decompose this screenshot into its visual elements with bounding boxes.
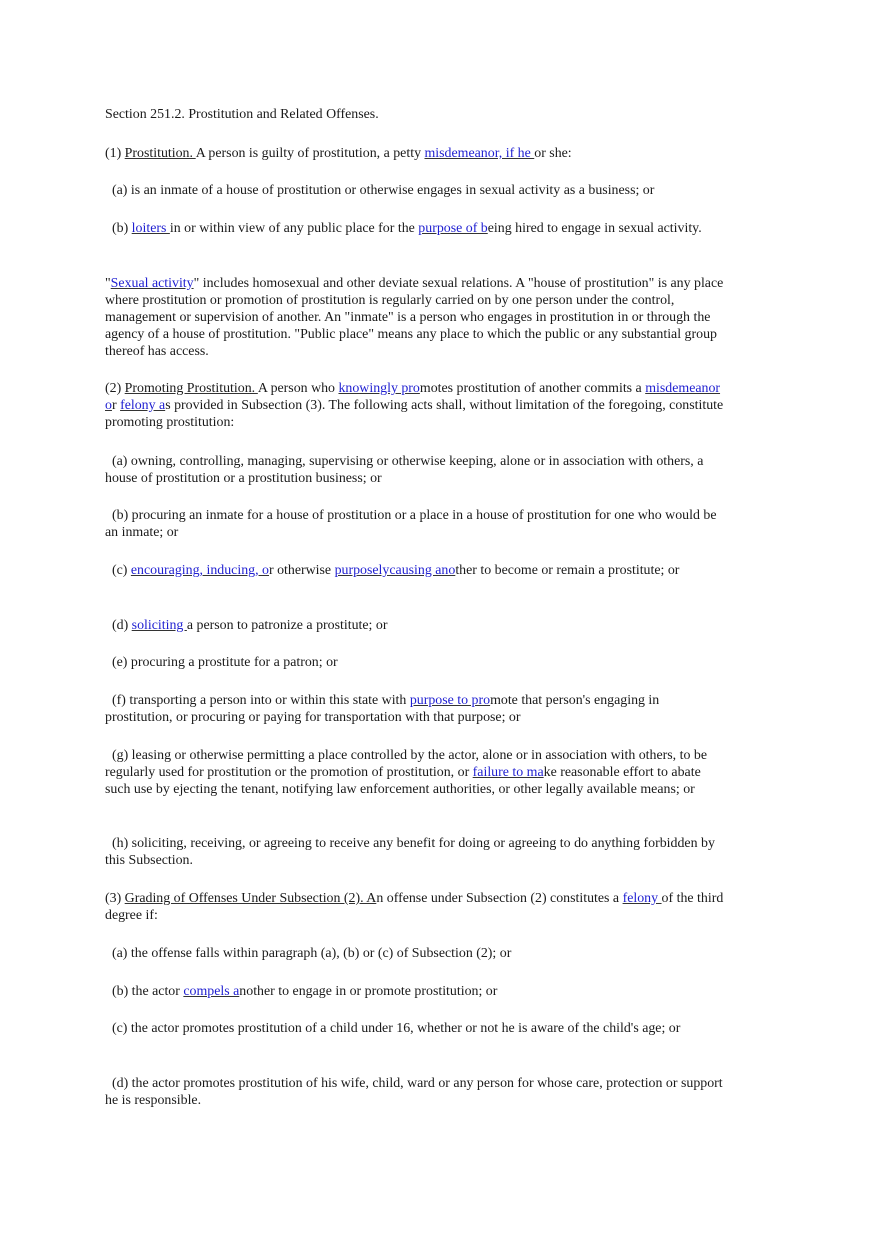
paragraph-2b: (b) procuring an inmate for a house of prostitution or a place in a house of prostitution for one who would be an inmate; or [105, 508, 717, 540]
paragraph-text: or she: [534, 146, 572, 161]
link-misdemeanor[interactable]: misdemeanor, if he [424, 146, 535, 161]
paragraph-lead: (3) [105, 891, 125, 906]
link-purposely-causing[interactable]: purposelycausing ano [334, 563, 456, 578]
paragraph-2f [105, 692, 730, 726]
paragraph-2h: (h) soliciting, receiving, or agreeing to receive any benefit for doing or agreeing to do anything forbidden by this Subsection. [105, 836, 715, 868]
link-felony-2[interactable]: felony [622, 891, 662, 906]
paragraph-text: ke reasonable effort to abate such use by ejecting the tenant, notifying law enforcement authorities, or other legally available means; or [105, 765, 701, 797]
paragraph-text: " includes homosexual and other deviate sexual relations. A "house of prostitution" is any place where prostitution or promotion of prostitution is regularly carried on by one person under the control, management or supervision of another. An "inmate" is a person who engages in prostitution in or through the agency of a house of prostitution. "Public place" means any place to which the public or any substantial group thereof has access. [105, 276, 724, 359]
link-purpose-to-promote[interactable]: purpose to pro [409, 693, 491, 708]
paragraph-text: A person is guilty of prostitution, a petty [195, 146, 425, 161]
paragraph-3d: (d) the actor promotes prostitution of his wife, child, ward or any person for whose care, protection or support he is responsible. [105, 1076, 723, 1108]
paragraph-text: s provided in Subsection (3). The following acts shall, without limitation of the foregoing, constitute promoting prostitution: [105, 398, 724, 430]
heading-prostitution: Prostitution. [124, 146, 196, 161]
paragraph-text: of the third degree if: [105, 891, 724, 923]
paragraph-3a: (a) the offense falls within paragraph (a), (b) or (c) of Subsection (2); or [112, 946, 512, 961]
paragraph-text: a person to patronize a prostitute; or [186, 618, 388, 633]
paragraph-text: ther to become or remain a prostitute; or [455, 563, 680, 578]
link-purpose[interactable]: purpose of b [418, 221, 488, 236]
paragraph-text: (b) [112, 221, 132, 236]
paragraph-2a: (a) owning, controlling, managing, supervising or otherwise keeping, alone or in association with others, a house of prostitution or a prostitution business; or [105, 454, 704, 486]
paragraph-text: in or within view of any public place for the [169, 221, 419, 236]
link-compels[interactable]: compels a [183, 984, 240, 999]
paragraph-text: " [105, 276, 111, 291]
paragraph-text: A person who [257, 381, 339, 396]
paragraph-3-grading [105, 890, 730, 924]
paragraph-text: r otherwise [269, 563, 335, 578]
link-failure-to-make[interactable]: failure to ma [472, 765, 544, 780]
paragraph-text: mote that person's engaging in prostitution, or procuring or paying for transportation with that purpose; or [105, 693, 660, 725]
paragraph-text: motes prostitution of another commits a [419, 381, 646, 396]
paragraph-text: eing hired to engage in sexual activity. [487, 221, 702, 236]
paragraph-lead: (1) [105, 146, 125, 161]
link-soliciting[interactable]: soliciting [131, 618, 187, 633]
paragraph-2d [105, 617, 730, 634]
paragraph-text: (c) [112, 563, 131, 578]
heading-grading-of-offenses: Grading of Offenses Under Subsection (2). A [124, 891, 377, 906]
paragraph-1a: (a) is an inmate of a house of prostitution or otherwise engages in sexual activity as a business; or [112, 183, 655, 198]
paragraph-text: (f) transporting a person into or within this state with [112, 693, 410, 708]
paragraph-lead: (2) [105, 381, 125, 396]
link-knowingly[interactable]: knowingly pro [338, 381, 420, 396]
heading-promoting-prostitution: Promoting Prostitution. [124, 381, 258, 396]
paragraph-2c [105, 562, 730, 579]
link-misdemeanor-2[interactable]: misdemeanor o [105, 381, 721, 413]
link-loiters[interactable]: loiters [131, 221, 170, 236]
definitions-paragraph [105, 275, 730, 360]
link-felony[interactable]: felony a [120, 398, 166, 413]
paragraph-1b [105, 220, 730, 237]
paragraph-text: (d) [112, 618, 132, 633]
paragraph-text: (b) the actor [112, 984, 184, 999]
paragraph-1-prostitution [105, 145, 730, 162]
paragraph-2e: (e) procuring a prostitute for a patron; or [112, 655, 338, 670]
paragraph-3c: (c) the actor promotes prostitution of a child under 16, whether or not he is aware of the child's age; or [112, 1021, 681, 1036]
paragraph-3b [105, 983, 730, 1000]
paragraph-2-promoting [105, 380, 730, 431]
link-sexual-activity[interactable]: Sexual activity [110, 276, 194, 291]
paragraph-2g [105, 747, 727, 798]
paragraph-text: nother to engage in or promote prostitution; or [239, 984, 498, 999]
section-title: Section 251.2. Prostitution and Related Offenses. [105, 107, 379, 122]
paragraph-text: r [111, 398, 121, 413]
link-encouraging-inducing[interactable]: encouraging, inducing, o [130, 563, 269, 578]
paragraph-text: (g) leasing or otherwise permitting a place controlled by the actor, alone or in association with others, to be regularly used for prostitution or the promotion of prostitution, or [105, 748, 708, 780]
paragraph-text: n offense under Subsection (2) constitutes a [376, 891, 623, 906]
